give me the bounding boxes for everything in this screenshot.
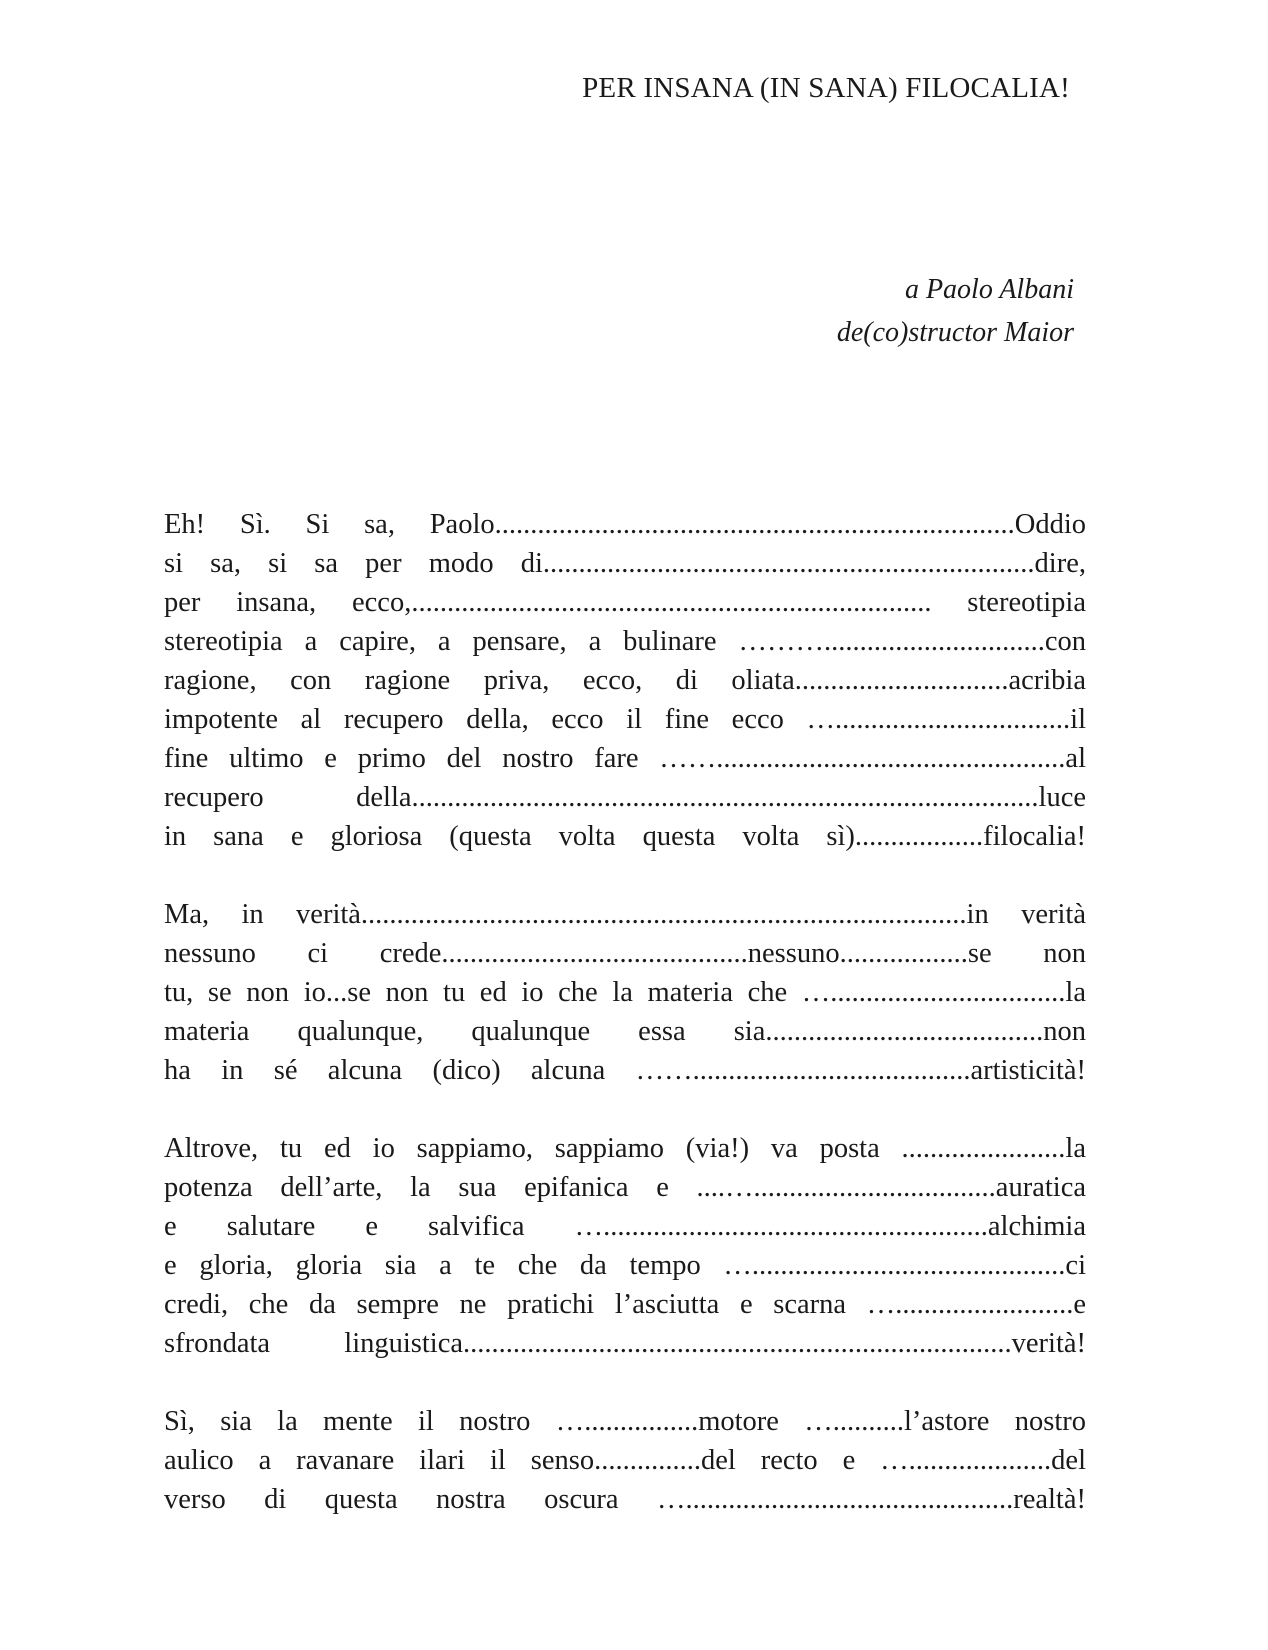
- poem-line: potenza dell’arte, la sua epifanica e ....…..................................auratica: [164, 1172, 1086, 1203]
- poem-line: per insana, ecco,......................................................................... stereotipia: [164, 587, 1086, 618]
- poem-line: ha in sé alcuna (dico) alcuna …….......................................artisticità!: [164, 1055, 1086, 1086]
- poem-line: verso di questa nostra oscura …..............................................realtà!: [164, 1484, 1086, 1515]
- poem-line: stereotipia a capire, a pensare, a bulinare ………...............................con: [164, 626, 1086, 657]
- stanza-4: [164, 1402, 1086, 1519]
- poem-line: ragione, con ragione priva, ecco, di oliata..............................acribia: [164, 665, 1086, 696]
- stanza-2: [164, 895, 1086, 1090]
- poem-line: sfrondata linguistica.............................................................................verità!: [164, 1328, 1086, 1359]
- poem-line: recupero della........................................................................................luce: [164, 782, 1086, 813]
- poem-line: credi, che da sempre ne pratichi l’asciutta e scarna ….........................e: [164, 1289, 1086, 1320]
- poem-line: impotente al recupero della, ecco il fine ecco ….................................il: [164, 704, 1086, 735]
- stanza-3: [164, 1129, 1086, 1363]
- poem-line: Altrove, tu ed io sappiamo, sappiamo (via!) va posta .......................la: [164, 1133, 1086, 1164]
- poem-line: Eh! Sì. Si sa, Paolo.........................................................................Oddio: [164, 509, 1086, 540]
- poem-line: Ma, in verità.....................................................................................in verità: [164, 899, 1086, 930]
- stanza-1: [164, 505, 1086, 856]
- poem-line: Sì, sia la mente il nostro …................motore …..........l’astore nostro: [164, 1406, 1086, 1437]
- poem-body: [164, 505, 1086, 1558]
- poem-line: e gloria, gloria sia a te che da tempo …............................................ci: [164, 1250, 1086, 1281]
- poem-line: aulico a ravanare ilari il senso...............del recto e …....................del: [164, 1445, 1086, 1476]
- poem-line: si sa, si sa per modo di.....................................................................dire,: [164, 548, 1086, 579]
- poem-line: e salutare e salvifica …......................................................alchimia: [164, 1211, 1086, 1242]
- poem-line: materia qualunque, qualunque essa sia.......................................non: [164, 1016, 1086, 1047]
- poem-title: PER INSANA (IN SANA) FILOCALIA!: [582, 72, 1070, 104]
- poem-line: nessuno ci crede...........................................nessuno..................se non: [164, 938, 1086, 969]
- poem-line: in sana e gloriosa (questa volta questa volta sì)..................filocalia!: [164, 821, 1086, 852]
- poem-line: fine ultimo e primo del nostro fare …….................................................al: [164, 743, 1086, 774]
- dedication: [837, 268, 1074, 354]
- poem-line: tu, se non io...se non tu ed io che la materia che ….................................la: [164, 977, 1086, 1008]
- dedication-line-2: de(co)structor Maior: [836, 317, 1074, 348]
- dedication-line-1: a Paolo Albani: [904, 274, 1074, 305]
